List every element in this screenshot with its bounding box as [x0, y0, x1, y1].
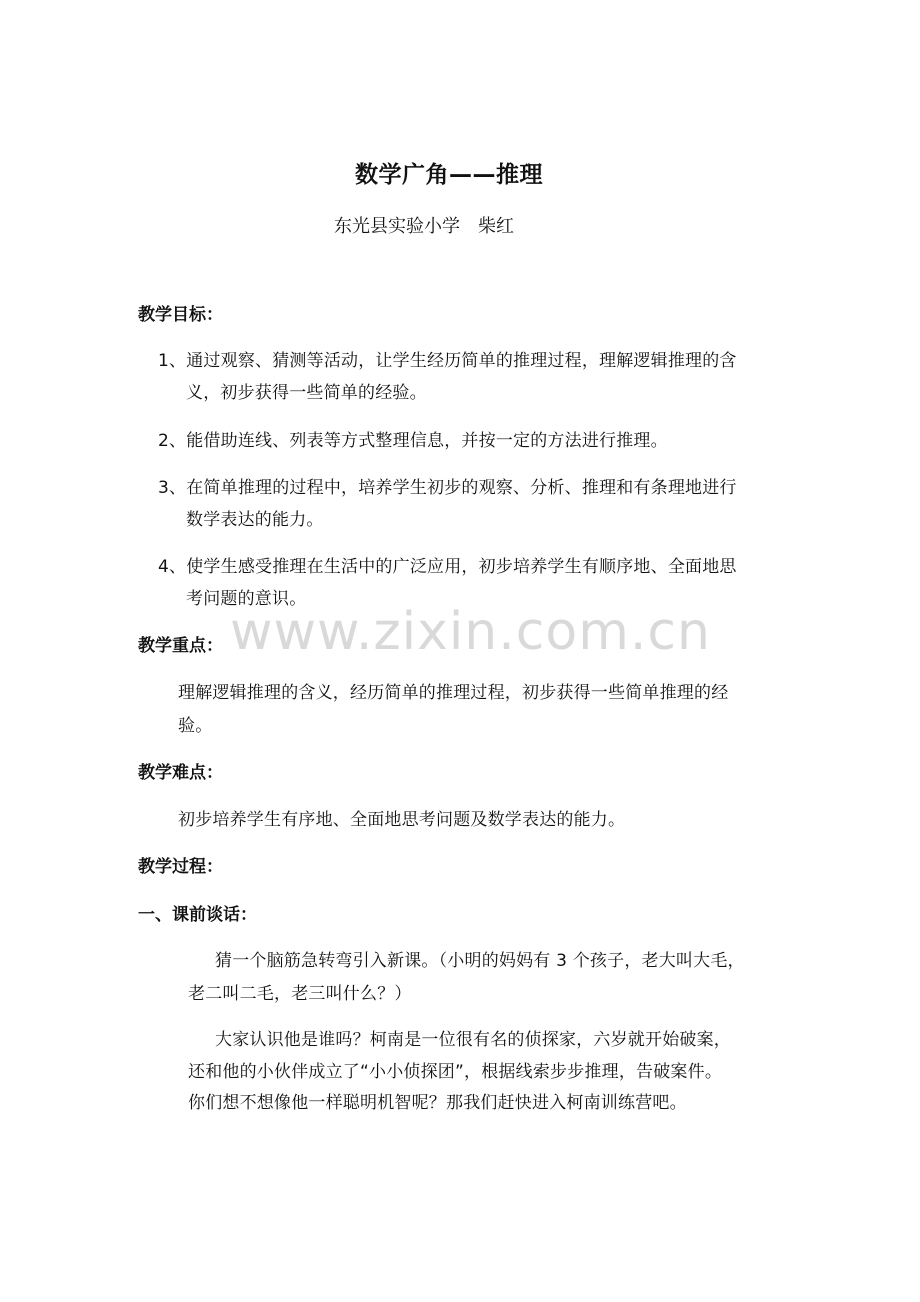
objective-1-line-1: 1、通过观察、猜测等活动，让学生经历简单的推理过程，理解逻辑推理的含 — [158, 351, 737, 371]
objective-4-line-2: 考问题的意识。 — [186, 589, 307, 609]
author-line: 东光县实验小学 柴红 — [334, 216, 514, 237]
objective-4-line-1: 4、使学生感受推理在生活中的广泛应用，初步培养学生有顺序地、全面地思 — [158, 557, 737, 577]
section-1-heading: 一、课前谈话： — [138, 905, 257, 925]
process-heading: 教学过程： — [138, 857, 223, 877]
key-point-line-2: 验。 — [178, 716, 213, 736]
difficulty-heading: 教学难点： — [138, 763, 223, 783]
key-point-line-1: 理解逻辑推理的含义，经历简单的推理过程，初步获得一些简单推理的经 — [178, 683, 729, 703]
paragraph-2-line-2: 还和他的小伙伴成立了“小小侦探团”，根据线索步步推理，告破案件。 — [188, 1062, 723, 1082]
page-title: 数学广角——推理 — [355, 162, 543, 188]
key-point-heading: 教学重点： — [138, 636, 223, 656]
paragraph-2-line-1: 大家认识他是谁吗？柯南是一位很有名的侦探家，六岁就开始破案， — [215, 1030, 731, 1050]
paragraph-1-line-2: 老二叫二毛，老三叫什么？） — [188, 984, 412, 1004]
objective-3-line-1: 3、在简单推理的过程中，培养学生初步的观察、分析、推理和有条理地进行 — [158, 478, 737, 498]
objective-1-line-2: 义，初步获得一些简单的经验。 — [186, 383, 427, 403]
difficulty-line: 初步培养学生有序地、全面地思考问题及数学表达的能力。 — [178, 810, 626, 830]
objective-3-line-2: 数学表达的能力。 — [186, 510, 324, 530]
paragraph-1-line-1: 猜一个脑筋急转弯引入新课。（小明的妈妈有 3 个孩子，老大叫大毛， — [215, 951, 745, 971]
objectives-heading: 教学目标： — [138, 305, 223, 325]
watermark-text: www.zixin.com.cn — [230, 602, 711, 662]
objective-2-line-1: 2、能借助连线、列表等方式整理信息，并按一定的方法进行推理。 — [158, 431, 668, 451]
paragraph-2-line-3: 你们想不想像他一样聪明机智呢？那我们赶快进入柯南训练营吧。 — [188, 1093, 687, 1113]
